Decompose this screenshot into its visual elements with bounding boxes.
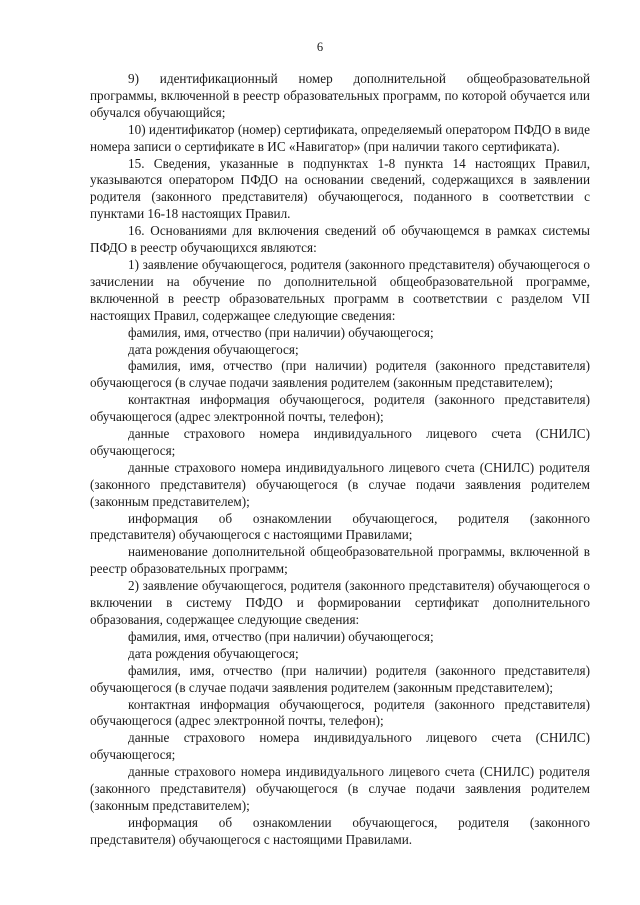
paragraph-subitem-2: 2) заявление обучающегося, родителя (законного представителя) обучающегося о включении в систему ПФДО и формировании сертификат дополнительного образования, содержащее следующие сведения: bbox=[90, 578, 590, 627]
list-item-full-name: фамилия, имя, отчество (при наличии) обучающегося; bbox=[128, 628, 434, 644]
list-item-program-name: наименование дополнительной общеобразовательной программы, включенной в реестр образовательных программ; bbox=[90, 544, 590, 577]
list-item-contact-info: контактная информация обучающегося, родителя (законного представителя) обучающегося (адрес электронной почты, телефон); bbox=[90, 696, 590, 729]
paragraph-point-15: 15. Сведения, указанные в подпунктах 1-8 пункта 14 настоящих Правил, указываются оператором ПФДО на основании сведений, содержащихся в заявлении родителя (законного представителя) обучающегося, поданного в соответствии с пунктами 16-18 настоящих Правил. bbox=[90, 155, 590, 222]
list-item-parent-name: фамилия, имя, отчество (при наличии) родителя (законного представителя) обучающегося (в случае подачи заявления родителем (законным представителем); bbox=[90, 662, 590, 695]
page-number: 6 bbox=[316, 40, 324, 54]
list-item-birth-date: дата рождения обучающегося; bbox=[128, 341, 299, 357]
paragraph-item-9: 9) идентификационный номер дополнительной общеобразовательной программы, включенной в реестр образовательных программ, по которой обучается или обучался обучающийся; bbox=[90, 71, 590, 120]
list-item-contact-info: контактная информация обучающегося, родителя (законного представителя) обучающегося (адрес электронной почты, телефон); bbox=[90, 392, 590, 425]
paragraph-point-16: 16. Основаниями для включения сведений об обучающемся в рамках системы ПФДО в реестр обучающихся являются: bbox=[90, 223, 590, 256]
list-item-snils-parent: данные страхового номера индивидуального лицевого счета (СНИЛС) родителя (законного представителя) обучающегося (в случае подачи заявления родителем (законным представителем); bbox=[90, 764, 590, 813]
list-item-snils-parent: данные страхового номера индивидуального лицевого счета (СНИЛС) родителя (законного представителя) обучающегося (в случае подачи заявления родителем (законным представителем); bbox=[90, 459, 590, 509]
list-item-full-name: фамилия, имя, отчество (при наличии) обучающегося; bbox=[128, 324, 434, 340]
list-item-snils-student: данные страхового номера индивидуального лицевого счета (СНИЛС) обучающегося; bbox=[90, 426, 590, 458]
paragraph-item-10: 10) идентификатор (номер) сертификата, определяемый оператором ПФДО в виде номера записи о сертификате в ИС «Навигатор» (при наличии такого сертификата). bbox=[90, 121, 590, 154]
list-item-rules-acknowledgement: информация об ознакомлении обучающегося, родителя (законного представителя) обучающегося с настоящими Правилами. bbox=[90, 814, 590, 847]
list-item-parent-name: фамилия, имя, отчество (при наличии) родителя (законного представителя) обучающегося (в случае подачи заявления родителем (законным представителем); bbox=[90, 358, 590, 391]
list-item-birth-date: дата рождения обучающегося; bbox=[128, 645, 299, 661]
paragraph-subitem-1: 1) заявление обучающегося, родителя (законного представителя) обучающегося о зачислении на обучение по дополнительной общеобразовательной программе, включенной в реестр образовательных программ в соответствии с разделом VII настоящих Правил, содержащее следующие сведения: bbox=[90, 256, 590, 323]
list-item-snils-student: данные страхового номера индивидуального лицевого счета (СНИЛС) обучающегося; bbox=[90, 730, 590, 763]
list-item-rules-acknowledgement: информация об ознакомлении обучающегося, родителя (законного представителя) обучающегося с настоящими Правилами; bbox=[90, 510, 590, 543]
document-body bbox=[90, 71, 590, 849]
